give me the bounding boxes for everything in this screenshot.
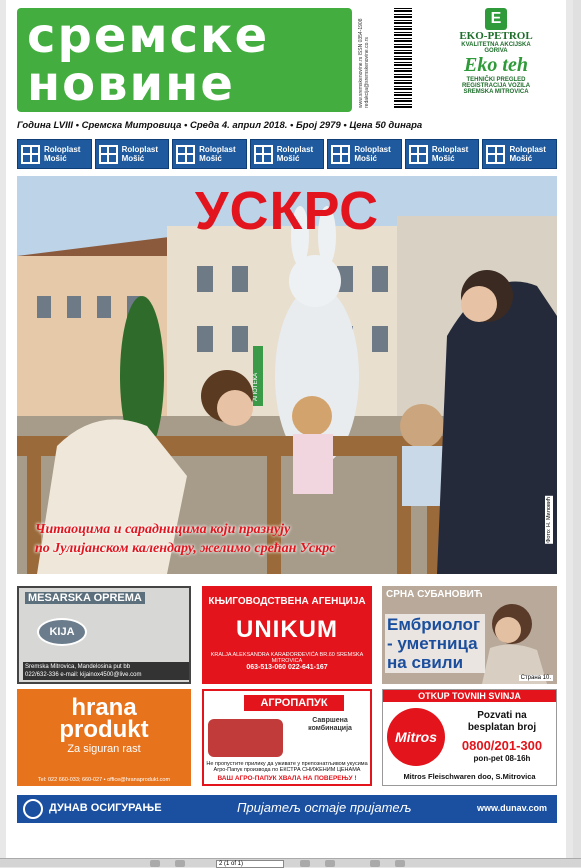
zoom-in-icon[interactable] (395, 860, 405, 867)
roloplast-line2: Mošić (121, 154, 145, 163)
barcode-bars (394, 8, 412, 108)
roloplast-tile[interactable] (405, 139, 480, 169)
hrana-produkt-ad[interactable] (17, 689, 191, 786)
roloplast-line1: Roloplast (199, 145, 236, 154)
roloplast-line1: Roloplast (509, 145, 546, 154)
roloplast-tile[interactable] (482, 139, 557, 169)
mitros-logo-icon: Mitros (387, 708, 445, 766)
dunav-url[interactable]: www.dunav.com (476, 803, 547, 813)
agropapuk-side2: комбинација (308, 725, 352, 732)
newspaper-page (6, 0, 566, 858)
dunav-logo-icon (23, 799, 43, 819)
mitros-title: OTKUP TOVNIH SVINJA (383, 690, 556, 702)
hrana-produkt-logo (17, 694, 191, 743)
kija-logo-icon: KIJA (37, 618, 87, 646)
mitros-call2: besplatan broj (467, 722, 537, 733)
window-icon (21, 145, 40, 164)
barcode (358, 8, 412, 108)
viewer-toolbar (0, 858, 581, 867)
mitros-hours: pon-pet 08-16h (473, 754, 531, 763)
ekopetrol-ad[interactable] (450, 8, 542, 112)
mitros-call (449, 710, 555, 734)
ekopetrol-logo-icon: E (485, 8, 507, 30)
embriolog-h2: - уметница (387, 634, 478, 653)
roloplast-line1: Roloplast (354, 145, 391, 154)
agropapuk-foot: ВАШ АГРО-ПАПУК ХВАЛА НА ПОВЕРЕЊУ ! (217, 775, 357, 782)
roloplast-line2: Mošić (199, 154, 222, 163)
dunav-osiguranje-ad[interactable] (17, 795, 557, 823)
hrana-contact: Tel: 022 660-033; 660-027 • office@hranaprodukt.com (37, 777, 171, 783)
embriolog-teaser[interactable] (382, 586, 557, 684)
vertical-scrollbar[interactable] (573, 0, 581, 858)
masthead-line1: сремске (27, 8, 270, 64)
embriolog-h3: на свили (387, 653, 464, 672)
unikum-phone: 063-513-060 022-641-167 (246, 664, 328, 671)
mesarska-oprema-ad[interactable] (17, 586, 191, 684)
window-icon (486, 145, 505, 164)
roloplast-label (44, 145, 80, 163)
roloplast-line2: Mošić (44, 154, 67, 163)
meat-image (208, 719, 283, 757)
photo-credit: Фото: Н. Миловић (546, 497, 552, 543)
ekopetrol-sub1: KVALITETNA AKCIJSKA GORIVA (461, 42, 531, 54)
agropapuk-note: Не пропустите прилику да уживате у препознатљивом укусима Агро-Папук производа по ЕКСТРА СНИЖЕНИМ ЦЕНАМА (206, 761, 368, 773)
unikum-address: KRALJA ALEKSANDRA KARAĐORĐEVIĆA BR.60 SREMSKA MITROVICA (210, 652, 364, 664)
window-icon (331, 145, 350, 164)
mesarska-addr2: 022/632-336 e-mail: kijainox4500@live.com (25, 672, 142, 678)
roloplast-line1: Roloplast (431, 145, 469, 154)
agropapuk-logo: АГРОПАПУК (244, 695, 344, 711)
cover-caption-line2: по Јулијанском календару, желимо срећан Ускрс (35, 541, 336, 556)
prev-page-icon[interactable] (175, 860, 185, 867)
cover-caption-line1: Читаоцима и сарадницима који празнују (35, 522, 291, 537)
roloplast-label (354, 145, 390, 163)
ekoteh-sub: TEHNIČKI PREGLED REGISTRACIJA VOZILA SREMSKA MITROVICA (461, 77, 531, 95)
roloplast-label (509, 145, 545, 163)
cover-caption (35, 520, 335, 558)
mitros-phone: 0800/201-300 (461, 738, 543, 753)
masthead-line2: новине (27, 56, 235, 112)
window-icon (176, 145, 195, 164)
roloplast-line2: Mošić (276, 154, 300, 163)
roloplast-label (277, 145, 313, 163)
roloplast-tile[interactable] (17, 139, 92, 169)
dunav-name: ДУНАВ ОСИГУРАЊЕ (49, 802, 162, 814)
zoom-out-icon[interactable] (370, 860, 380, 867)
hrana-word: hrana (71, 694, 137, 721)
next-page-icon[interactable] (300, 860, 310, 867)
mesarska-address (23, 662, 189, 680)
embriolog-page-ref: Страна 10. (520, 675, 551, 681)
roloplast-tile[interactable] (172, 139, 247, 169)
roloplast-ad-strip[interactable] (17, 139, 557, 169)
window-icon (99, 145, 118, 164)
mitros-call1: Pozvati na (477, 710, 527, 721)
issue-line: Година LVIII • Сремска Митровица • Среда 4. април 2018. • Број 2979 • Цена 50 динара (17, 120, 423, 131)
ekoteh-name: Eko teh (464, 54, 528, 76)
apoteka-sign: АПОТЕКА (253, 372, 259, 401)
roloplast-line2: Mošić (431, 154, 455, 163)
first-page-icon[interactable] (150, 860, 160, 867)
last-page-icon[interactable] (325, 860, 335, 867)
mitros-ad[interactable] (382, 689, 557, 786)
roloplast-tile[interactable] (250, 139, 325, 169)
cover-photo (17, 176, 557, 574)
ekopetrol-name: EKO-PETROL (459, 30, 533, 42)
roloplast-line2: Mošić (509, 154, 533, 163)
agropapuk-ad[interactable] (202, 689, 372, 786)
roloplast-label (432, 145, 468, 163)
window-icon (254, 145, 273, 164)
roloplast-line2: Mošić (354, 154, 377, 163)
agropapuk-side1: Савршена (312, 717, 348, 724)
roloplast-line1: Roloplast (276, 145, 314, 154)
dunav-slogan: Пријатељ остаје пријатељ (237, 800, 412, 815)
agropapuk-side (292, 717, 368, 733)
embriolog-h1: Ембриолог (387, 615, 481, 634)
page-number-input[interactable]: 2 (1 of 1) (216, 860, 284, 868)
mitros-company: Mitros Fleischwaren doo, S.Mitrovica (403, 772, 536, 781)
produkt-word: produkt (59, 716, 149, 743)
roloplast-tile[interactable] (95, 139, 170, 169)
embriolog-headline (385, 614, 485, 673)
roloplast-line1: Roloplast (121, 145, 159, 154)
masthead-logo (17, 8, 352, 112)
embriolog-author: СРНА СУБАНОВИЋ (386, 589, 483, 600)
window-icon (409, 145, 428, 164)
unikum-ad[interactable] (202, 586, 372, 684)
mesarska-addr1: Sremska Mitrovica, Mandelosina put bb (25, 664, 131, 670)
cover-headline: УСКРС (194, 181, 380, 241)
mesarska-title: MESARSKA OPREMA (25, 592, 145, 604)
hrana-slogan: Za siguran rast (67, 743, 141, 755)
roloplast-label (122, 145, 158, 163)
unikum-name: UNIKUM (236, 616, 338, 643)
roloplast-label (199, 145, 235, 163)
roloplast-tile[interactable] (327, 139, 402, 169)
roloplast-line1: Roloplast (44, 145, 81, 154)
barcode-text: www.sremskenovine.rs ISSN 0354-1908 redakcija@sremskenovine.co.rs (358, 18, 370, 108)
unikum-agency: КЊИГОВОДСТВЕНА АГЕНЦИЈА (208, 596, 366, 607)
